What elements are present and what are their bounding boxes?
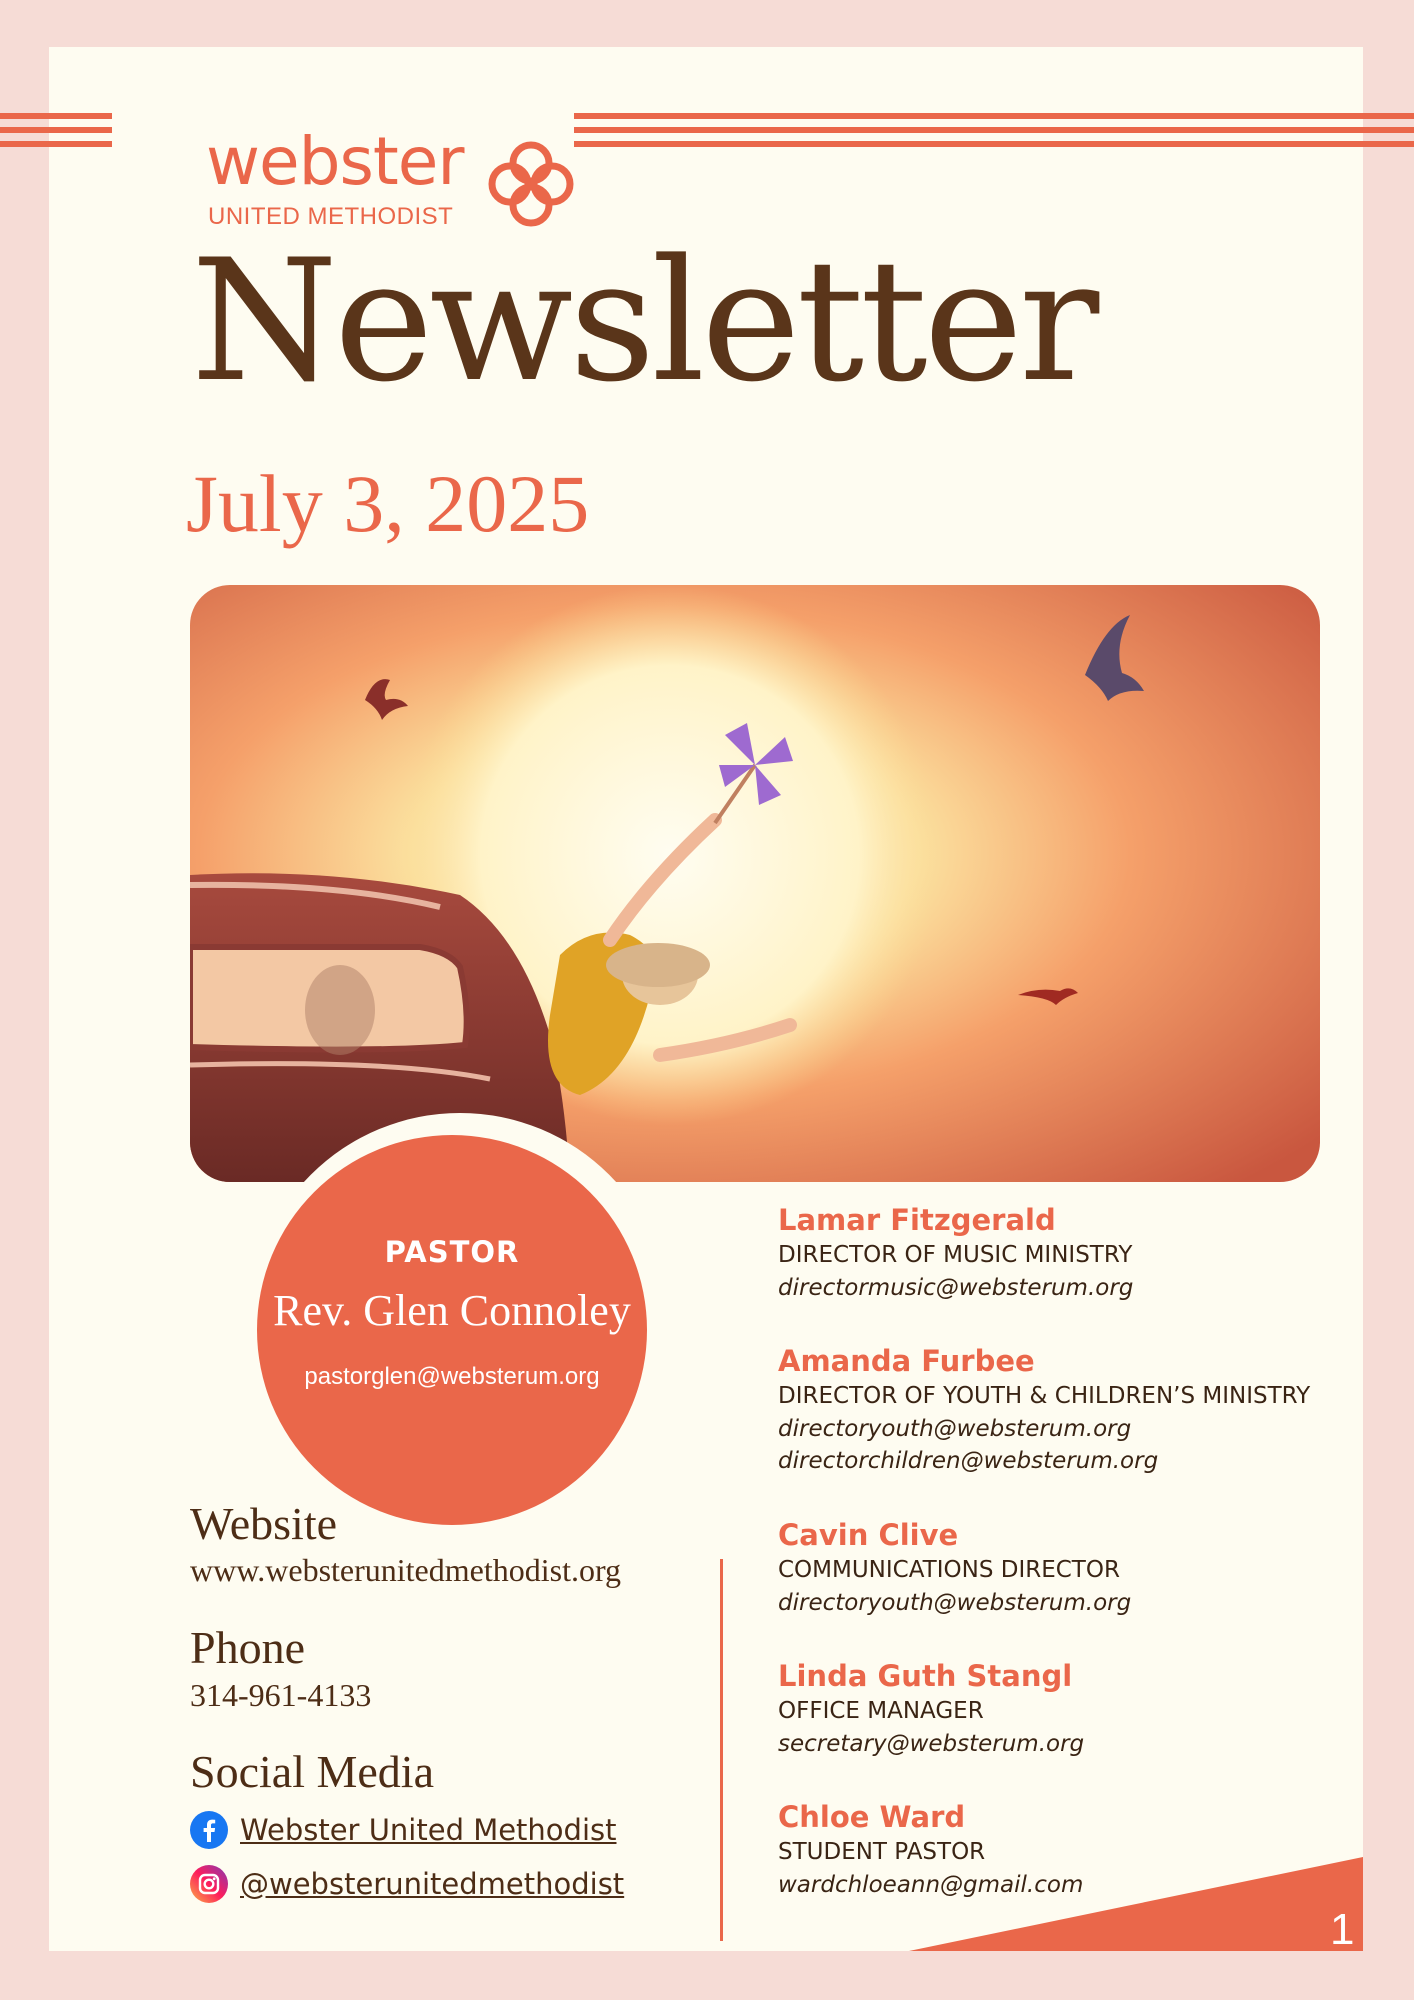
staff-role: DIRECTOR OF MUSIC MINISTRY bbox=[778, 1242, 1133, 1268]
pastor-card bbox=[257, 1135, 647, 1525]
staff-email[interactable]: directormusic@websterum.org bbox=[778, 1275, 1134, 1301]
staff-role: COMMUNICATIONS DIRECTOR bbox=[778, 1557, 1120, 1583]
header-stripes-right bbox=[574, 113, 1414, 147]
staff-entry bbox=[778, 1799, 1363, 1901]
staff-role: OFFICE MANAGER bbox=[778, 1698, 984, 1724]
staff-email[interactable]: directoryouth@websterum.org bbox=[778, 1590, 1132, 1616]
staff-entry bbox=[778, 1517, 1363, 1619]
instagram-link[interactable]: @websterunitedmethodist bbox=[240, 1867, 625, 1901]
header-stripes-left bbox=[0, 113, 112, 147]
staff-email[interactable]: wardchloeann@gmail.com bbox=[778, 1872, 1084, 1898]
staff-name: Lamar Fitzgerald bbox=[778, 1203, 1056, 1237]
pastor-email[interactable]: pastorglen@websterum.org bbox=[304, 1363, 600, 1390]
phone-number: 314-961-4133 bbox=[190, 1677, 372, 1713]
issue-date: July 3, 2025 bbox=[186, 458, 590, 549]
logo-subtitle: UNITED METHODIST bbox=[208, 203, 454, 230]
staff-name: Amanda Furbee bbox=[778, 1344, 1035, 1378]
staff-email[interactable]: directorchildren@websterum.org bbox=[778, 1448, 1159, 1474]
website-heading: Website bbox=[190, 1498, 338, 1549]
staff-email[interactable]: directoryouth@websterum.org bbox=[778, 1416, 1132, 1442]
website-url[interactable]: www.websterunitedmethodist.org bbox=[190, 1552, 622, 1588]
church-logo bbox=[206, 123, 586, 235]
pastor-label: PASTOR bbox=[384, 1235, 520, 1269]
staff-entry bbox=[778, 1343, 1363, 1477]
staff-name: Cavin Clive bbox=[778, 1518, 959, 1552]
social-heading: Social Media bbox=[190, 1746, 434, 1797]
staff-entry bbox=[778, 1202, 1363, 1304]
staff-name: Linda Guth Stangl bbox=[778, 1659, 1073, 1693]
staff-role: STUDENT PASTOR bbox=[778, 1839, 986, 1865]
instagram-link-row[interactable] bbox=[190, 1864, 624, 1904]
staff-role: DIRECTOR OF YOUTH & CHILDREN’S MINISTRY bbox=[778, 1383, 1311, 1409]
instagram-icon bbox=[190, 1865, 228, 1903]
newsletter-page bbox=[49, 47, 1363, 1951]
staff-email[interactable]: secretary@websterum.org bbox=[778, 1731, 1085, 1757]
logo-knot-icon bbox=[486, 139, 576, 229]
pastor-name: Rev. Glen Connoley bbox=[273, 1286, 631, 1335]
hero-image bbox=[190, 585, 1320, 1182]
facebook-icon bbox=[190, 1811, 228, 1849]
staff-name: Chloe Ward bbox=[778, 1800, 966, 1834]
logo-wordmark: webster bbox=[206, 123, 464, 200]
facebook-link-row[interactable] bbox=[190, 1810, 617, 1850]
page-title: Newsletter bbox=[191, 223, 1096, 419]
phone-heading: Phone bbox=[190, 1622, 305, 1673]
column-divider bbox=[720, 1559, 723, 1941]
facebook-link[interactable]: Webster United Methodist bbox=[240, 1813, 617, 1847]
staff-entry bbox=[778, 1658, 1363, 1760]
page-number: 1 bbox=[1330, 1905, 1355, 1954]
